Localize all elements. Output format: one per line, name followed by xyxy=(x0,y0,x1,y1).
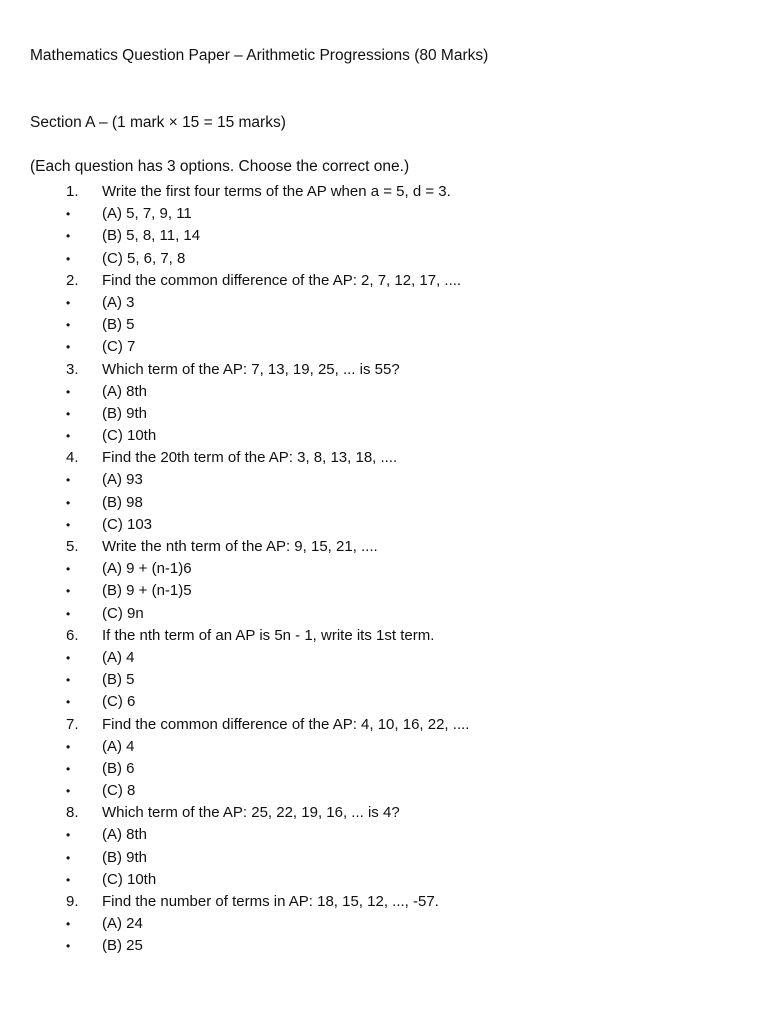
option-text: (A) 3 xyxy=(102,293,135,311)
option-item xyxy=(0,669,768,691)
option-item xyxy=(0,913,768,935)
option-item xyxy=(0,425,768,447)
question-number: 4. xyxy=(66,449,79,467)
option-text: (C) 7 xyxy=(102,338,136,356)
bullet-icon: • xyxy=(66,406,71,421)
option-text: (B) 6 xyxy=(102,759,135,777)
option-item xyxy=(0,492,768,514)
bullet-icon: • xyxy=(66,495,71,510)
question-text: Write the first four terms of the AP when a = 5, d = 3. xyxy=(102,183,451,200)
question-item xyxy=(0,891,768,913)
option-text: (B) 98 xyxy=(102,493,143,511)
option-text: (B) 25 xyxy=(102,937,143,955)
option-text: (A) 8th xyxy=(102,826,148,844)
bullet-icon: • xyxy=(66,340,71,355)
question-number: 3. xyxy=(66,360,79,378)
question-item xyxy=(0,625,768,647)
question-number: 9. xyxy=(66,893,79,910)
option-text: (A) 4 xyxy=(102,648,135,666)
question-number: 8. xyxy=(66,804,79,822)
bullet-icon: • xyxy=(66,473,71,488)
question-item xyxy=(0,802,768,824)
question-number: 7. xyxy=(66,715,79,733)
question-text: If the nth term of an AP is 5n - 1, write its 1st term. xyxy=(102,626,435,644)
option-item xyxy=(0,225,768,247)
bullet-icon: • xyxy=(66,695,71,710)
bullet-icon: • xyxy=(66,318,71,333)
question-text: Find the common difference of the AP: 2, 7, 12, 17, .... xyxy=(102,271,462,289)
option-text: (A) 9 + (n-1)6 xyxy=(102,560,192,578)
question-item xyxy=(0,536,768,558)
bullet-icon: • xyxy=(66,650,71,665)
bullet-icon: • xyxy=(66,251,71,266)
option-text: (C) 5, 6, 7, 8 xyxy=(102,249,186,267)
option-item xyxy=(0,847,768,869)
bullet-icon: • xyxy=(66,939,71,954)
option-text: (B) 9 + (n-1)5 xyxy=(102,582,192,600)
bullet-icon: • xyxy=(66,850,71,865)
option-item xyxy=(0,558,768,580)
option-item xyxy=(0,758,768,780)
question-number: 2. xyxy=(66,271,79,289)
option-item xyxy=(0,780,768,802)
question-text: Write the nth term of the AP: 9, 15, 21, .... xyxy=(102,538,378,555)
option-text: (A) 8th xyxy=(102,382,148,400)
page-title: Mathematics Question Paper – Arithmetic Progressions (80 Marks) xyxy=(30,47,489,64)
option-item xyxy=(0,336,768,358)
bullet-icon: • xyxy=(66,872,71,887)
bullet-icon: • xyxy=(66,673,71,688)
bullet-icon: • xyxy=(66,207,71,222)
question-item xyxy=(0,714,768,736)
option-item xyxy=(0,691,768,713)
bullet-icon: • xyxy=(66,584,71,599)
option-item xyxy=(0,869,768,891)
option-text: (C) 8 xyxy=(102,782,136,800)
bullet-icon: • xyxy=(66,295,71,310)
option-item xyxy=(0,203,768,225)
option-item xyxy=(0,935,768,957)
bullet-icon: • xyxy=(66,229,71,244)
bullet-icon: • xyxy=(66,606,71,621)
question-number: 5. xyxy=(66,538,79,555)
option-item xyxy=(0,603,768,625)
option-text: (C) 6 xyxy=(102,693,136,711)
question-item xyxy=(0,270,768,292)
question-item xyxy=(0,447,768,469)
option-item xyxy=(0,314,768,336)
option-text: (B) 5, 8, 11, 14 xyxy=(102,227,201,245)
option-text: (C) 9n xyxy=(102,604,144,622)
question-text: Find the 20th term of the AP: 3, 8, 13, 18, .... xyxy=(102,449,398,467)
question-list xyxy=(0,181,768,958)
bullet-icon: • xyxy=(66,917,71,932)
option-text: (A) 5, 7, 9, 11 xyxy=(102,205,192,223)
bullet-icon: • xyxy=(66,739,71,754)
bullet-icon: • xyxy=(66,784,71,799)
option-text: (B) 9th xyxy=(102,848,148,866)
instructions-text: (Each question has 3 options. Choose the correct one.) xyxy=(30,158,410,175)
option-text: (C) 10th xyxy=(102,870,157,888)
option-item xyxy=(0,248,768,270)
bullet-icon: • xyxy=(66,429,71,444)
option-item xyxy=(0,381,768,403)
question-text: Find the number of terms in AP: 18, 15, 12, ..., -57. xyxy=(102,893,439,910)
question-number: 6. xyxy=(66,626,79,644)
option-item xyxy=(0,292,768,314)
question-text: Find the common difference of the AP: 4, 10, 16, 22, .... xyxy=(102,715,470,733)
option-item xyxy=(0,469,768,491)
option-text: (C) 10th xyxy=(102,427,157,445)
option-text: (B) 5 xyxy=(102,316,135,334)
bullet-icon: • xyxy=(66,828,71,843)
option-text: (A) 93 xyxy=(102,471,143,489)
bullet-icon: • xyxy=(66,562,71,577)
option-text: (B) 9th xyxy=(102,404,148,422)
bullet-icon: • xyxy=(66,761,71,776)
question-number: 1. xyxy=(66,183,79,200)
option-text: (A) 24 xyxy=(102,915,143,933)
option-item xyxy=(0,403,768,425)
question-text: Which term of the AP: 7, 13, 19, 25, ... is 55? xyxy=(102,360,400,378)
option-text: (C) 103 xyxy=(102,515,153,533)
option-text: (A) 4 xyxy=(102,737,135,755)
bullet-icon: • xyxy=(66,384,71,399)
option-item xyxy=(0,580,768,602)
question-text: Which term of the AP: 25, 22, 19, 16, ... is 4? xyxy=(102,804,400,822)
option-item xyxy=(0,647,768,669)
option-item xyxy=(0,736,768,758)
option-item xyxy=(0,514,768,536)
option-text: (B) 5 xyxy=(102,671,135,689)
option-item xyxy=(0,824,768,846)
section-heading: Section A – (1 mark × 15 = 15 marks) xyxy=(30,114,286,131)
question-item xyxy=(0,181,768,203)
bullet-icon: • xyxy=(66,517,71,532)
question-item xyxy=(0,359,768,381)
